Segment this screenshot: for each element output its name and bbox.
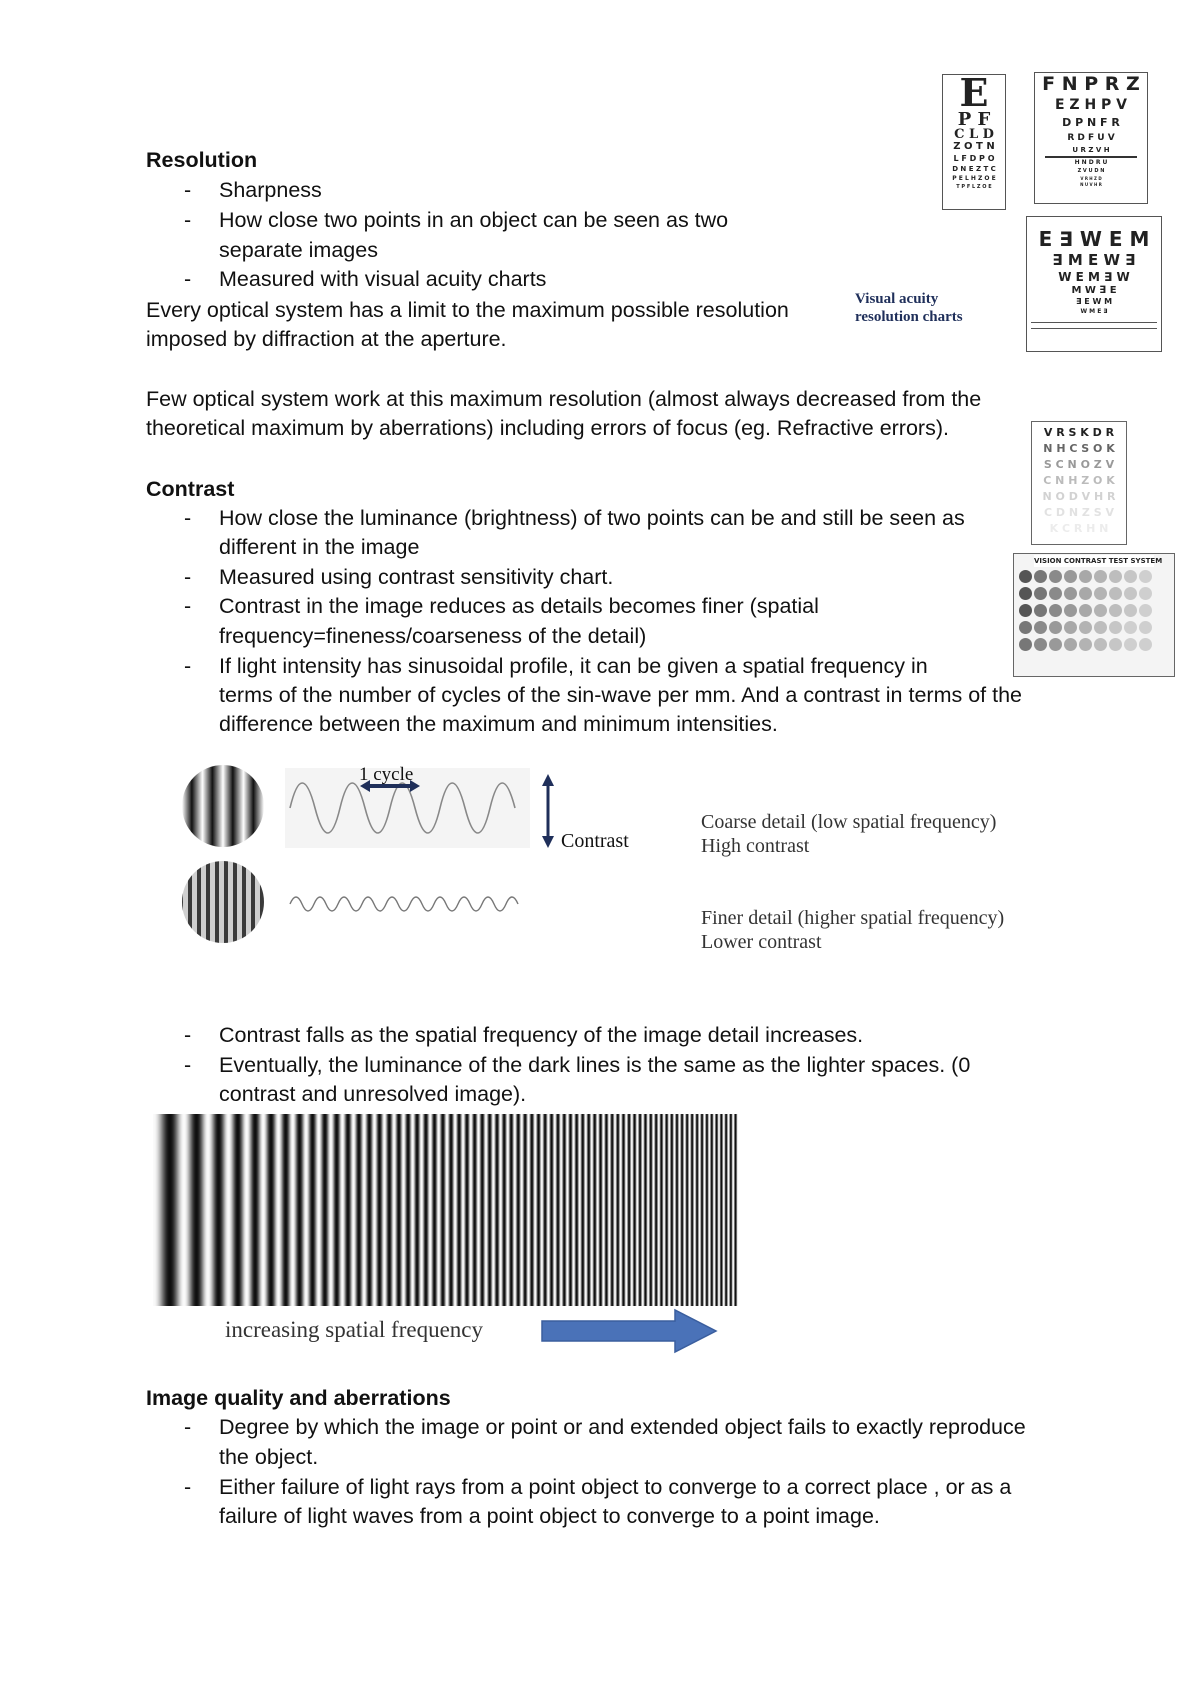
contrast-patch [1034, 638, 1047, 651]
contrast-patch [1109, 638, 1122, 651]
bullet-dash: - [184, 267, 192, 291]
contrast-patch [1094, 638, 1107, 651]
contrast-arrow [542, 774, 554, 848]
coarse-grating-disc [182, 764, 264, 848]
contrast-patch [1079, 587, 1092, 600]
contrast-bullet-1: How close the luminance (brightness) of two points can be and still be seen as [219, 506, 965, 530]
contrast-heading: Contrast [146, 477, 235, 501]
contrast-patch [1124, 570, 1137, 583]
resolution-heading: Resolution [146, 148, 258, 172]
pelli-robson-row: C D N Z S V [1044, 506, 1114, 519]
pelli-robson-row: C N H Z O K [1043, 474, 1115, 487]
sloan-row: V R H Z D [1080, 176, 1102, 181]
contrast-patch [1064, 604, 1077, 617]
coarse-detail-label: Coarse detail (low spatial frequency) [701, 811, 997, 833]
contrast-patch [1079, 638, 1092, 651]
snellen-row: D N E Z T C [952, 165, 996, 173]
contrast-bullet-4-cont-2: difference between the maximum and minimum intensities. [219, 712, 778, 736]
resolution-bullet-1: Sharpness [219, 178, 322, 202]
snellen-row: P F [957, 109, 991, 130]
contrast-patch [1034, 587, 1047, 600]
tumbling-e-row: ∃ M E W ∃ [1052, 251, 1136, 269]
contrast-bullet-4: If light intensity has sinusoidal profile, it can be given a spatial frequency in [219, 654, 928, 678]
contrast-patch [1124, 587, 1137, 600]
contrast-patch [1064, 587, 1077, 600]
contrast-patch [1109, 621, 1122, 634]
sloan-row: D P N F R [1062, 116, 1120, 129]
bullet-dash: - [184, 594, 192, 618]
contrast-patch [1034, 570, 1047, 583]
aberrations-bullet-2: Either failure of light rays from a point object to converge to a correct place , or as a [219, 1475, 1012, 1499]
increasing-arrow-icon [540, 1308, 720, 1354]
contrast-patch-row [1018, 603, 1170, 620]
contrast-patch [1079, 604, 1092, 617]
aberrations-bullet-1-cont: the object. [219, 1445, 319, 1469]
pelli-robson-row: S C N O Z V [1043, 458, 1115, 471]
contrast-test-title: VISION CONTRAST TEST SYSTEM [1034, 557, 1163, 565]
contrast2-bullet-2-cont: contrast and unresolved image). [219, 1082, 527, 1106]
contrast2-bullet-1: Contrast falls as the spatial frequency of the image detail increases. [219, 1023, 864, 1047]
resolution-paragraph-2-line-1: Few optical system work at this maximum resolution (almost always decreased from the [146, 387, 982, 411]
sloan-row: F N P R Z [1042, 73, 1140, 95]
contrast-patch [1049, 621, 1062, 634]
contrast-patch [1109, 587, 1122, 600]
aberrations-bullet-1: Degree by which the image or point or and extended object fails to exactly reproduce [219, 1415, 1026, 1439]
contrast-patch-row [1018, 569, 1170, 586]
contrast-patch [1094, 570, 1107, 583]
contrast-patch [1139, 638, 1152, 651]
contrast-patch [1034, 604, 1047, 617]
fine-sine-wave [290, 897, 518, 911]
contrast-patch [1064, 570, 1077, 583]
contrast-patch-grid [1014, 568, 1174, 654]
sweep-label: increasing spatial frequency [225, 1317, 483, 1342]
snellen-chart [942, 74, 1006, 210]
contrast-patch-row [1018, 637, 1170, 654]
bullet-dash: - [184, 506, 192, 530]
bullet-dash: - [184, 1023, 192, 1047]
snellen-row: P E L H Z O E [952, 175, 996, 182]
pelli-robson-row: V R S K D R [1043, 426, 1115, 439]
contrast-bullet-1-cont: different in the image [219, 535, 420, 559]
spatial-frequency-sweep [153, 1114, 738, 1306]
contrast-patch [1049, 604, 1062, 617]
contrast-patch [1124, 604, 1137, 617]
contrast-patch [1034, 621, 1047, 634]
contrast-patch [1079, 621, 1092, 634]
contrast-patch-row [1018, 586, 1170, 603]
tumbling-e-chart [1026, 216, 1162, 352]
aberrations-bullet-2-cont: failure of light waves from a point object to converge to a point image. [219, 1504, 880, 1528]
contrast-label: Contrast [561, 830, 629, 852]
acuity-caption-line-2: resolution charts [855, 309, 963, 325]
contrast-patch [1049, 638, 1062, 651]
contrast-patch [1109, 570, 1122, 583]
tumbling-e-row: M W ∃ E [1071, 285, 1117, 296]
contrast-patch [1094, 621, 1107, 634]
contrast-patch [1094, 587, 1107, 600]
contrast-bullet-2: Measured using contrast sensitivity chart. [219, 565, 614, 589]
snellen-row: E [959, 74, 989, 115]
contrast-patch [1124, 638, 1137, 651]
tumbling-e-row: W M E ∃ [1080, 308, 1108, 315]
resolution-paragraph-1-line-2: imposed by diffraction at the aperture. [146, 327, 507, 351]
tumbling-e-row: ∃ E W M [1075, 297, 1113, 306]
pelli-robson-row: K C R H N [1049, 522, 1109, 535]
contrast-patch [1139, 604, 1152, 617]
contrast2-bullet-2: Eventually, the luminance of the dark lines is the same as the lighter spaces. (0 [219, 1053, 971, 1077]
contrast-patch [1019, 587, 1032, 600]
snellen-row: L F D P O [953, 154, 995, 163]
vision-contrast-test-chart [1013, 553, 1175, 677]
bullet-dash: - [184, 208, 192, 232]
contrast-patch [1139, 587, 1152, 600]
bullet-dash: - [184, 565, 192, 589]
pelli-robson-row: N H C S O K [1043, 442, 1115, 455]
bullet-dash: - [184, 1053, 192, 1077]
contrast-bullet-3: Contrast in the image reduces as details becomes finer (spatial [219, 594, 819, 618]
contrast-patch [1139, 621, 1152, 634]
contrast-patch [1109, 604, 1122, 617]
contrast-patch [1019, 604, 1032, 617]
snellen-row: T P F L Z O E [956, 184, 992, 190]
snellen-row: C L D [954, 127, 994, 142]
contrast-bullet-4-cont-1: terms of the number of cycles of the sin-wave per mm. And a contrast in terms of the [219, 683, 1023, 707]
finer-detail-label: Finer detail (higher spatial frequency) [701, 907, 1005, 929]
resolution-bullet-2-cont: separate images [219, 238, 378, 262]
one-cycle-label: 1 cycle [359, 764, 414, 785]
contrast-patch [1124, 621, 1137, 634]
sloan-row: N U V H R [1080, 182, 1102, 187]
fine-grating-disc [182, 860, 264, 944]
sloan-row: U R Z V H [1072, 146, 1110, 154]
contrast-patch [1019, 621, 1032, 634]
resolution-paragraph-2-line-2: theoretical maximum by aberrations) including errors of focus (eg. Refractive errors). [146, 416, 949, 440]
contrast-patch [1019, 638, 1032, 651]
grating-contrast-figure [170, 764, 1070, 984]
contrast-patch [1094, 604, 1107, 617]
acuity-caption-line-1: Visual acuity [855, 291, 939, 307]
sloan-row: H N D R U [1074, 159, 1108, 166]
contrast-patch [1049, 587, 1062, 600]
bullet-dash: - [184, 1475, 192, 1499]
resolution-bullet-3: Measured with visual acuity charts [219, 267, 547, 291]
sloan-row: E Z H P V [1054, 97, 1128, 113]
bullet-dash: - [184, 654, 192, 678]
bullet-dash: - [184, 178, 192, 202]
sloan-row: Z V U D N [1077, 168, 1105, 174]
contrast-patch [1049, 570, 1062, 583]
lower-contrast-label: Lower contrast [701, 931, 822, 953]
tumbling-e-row: E ∃ W E M [1038, 227, 1150, 251]
bullet-dash: - [184, 1415, 192, 1439]
contrast-patch [1139, 570, 1152, 583]
chart-rule-line [1031, 322, 1157, 323]
contrast-bullet-3-cont: frequency=fineness/coarseness of the detail) [219, 624, 647, 648]
sloan-chart [1034, 72, 1148, 204]
tumbling-e-row: W E M ∃ W [1058, 270, 1130, 284]
sweep-stripe [737, 1114, 738, 1306]
pelli-robson-chart [1031, 421, 1127, 545]
aberrations-heading: Image quality and aberrations [146, 1386, 451, 1410]
contrast-patch [1064, 638, 1077, 651]
pelli-robson-row: N O D V H R [1042, 490, 1116, 503]
high-contrast-label: High contrast [701, 835, 810, 857]
sloan-row: R D F U V [1067, 133, 1115, 143]
contrast-patch [1019, 570, 1032, 583]
contrast-patch-row [1018, 620, 1170, 637]
snellen-row: Z O T N [953, 141, 995, 152]
contrast-patch [1064, 621, 1077, 634]
resolution-paragraph-1-line-1: Every optical system has a limit to the maximum possible resolution [146, 298, 789, 322]
resolution-bullet-2: How close two points in an object can be seen as two [219, 208, 729, 232]
contrast-patch [1079, 570, 1092, 583]
chart-rule-line [1031, 328, 1157, 329]
